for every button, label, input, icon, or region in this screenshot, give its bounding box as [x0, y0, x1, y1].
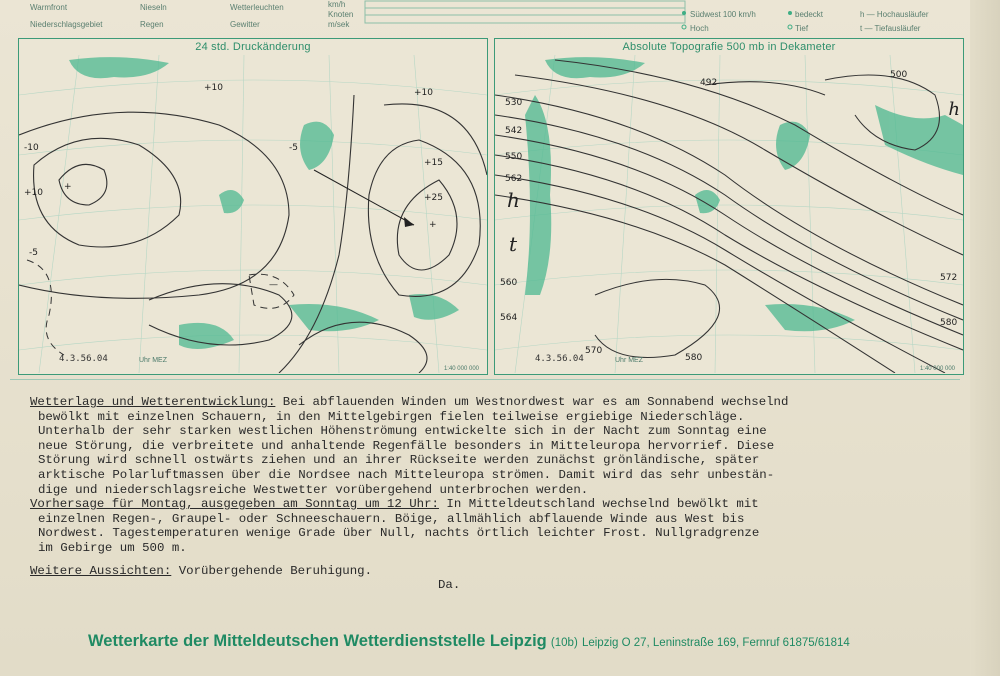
- weather-report: [30, 395, 970, 593]
- footer-title: Wetterkarte der Mitteldeutschen Wetterdienststelle Leipzig: [88, 632, 547, 650]
- topography-map-tz: Uhr MEZ: [615, 357, 643, 364]
- british-isles-landmass: [219, 190, 244, 213]
- legend-nieseln: Nieseln: [140, 3, 167, 12]
- divider-line: [10, 379, 960, 380]
- topography-chart: [495, 55, 963, 373]
- svg-text:—: —: [269, 280, 278, 290]
- legend-bedeckt: bedeckt: [795, 10, 824, 19]
- pressure-isallobars: [19, 95, 487, 373]
- report-line: dige und niederschlagsreiche Westwetter vorübergehend unterbrochen werden.: [38, 482, 589, 497]
- svg-text:550: 550: [505, 152, 523, 162]
- report-line: Unterhalb der sehr starken westlichen Höhenströmung entwickelte sich in der Nacht zum Sonntag eine: [38, 424, 767, 439]
- legend-suedwest: Südwest 100 km/h: [690, 10, 756, 19]
- topography-map-scale: 1:40 000 000: [919, 366, 955, 372]
- pressure-map-tz: Uhr MEZ: [139, 357, 167, 364]
- pressure-map-date: 4.3.56.04: [59, 354, 108, 364]
- svg-text:+: +: [429, 220, 437, 230]
- svg-text:530: 530: [505, 98, 523, 108]
- report-line: im Gebirge um 500 m.: [38, 540, 187, 555]
- topography-500mb-map: [494, 38, 964, 375]
- footer-code: (10b): [550, 637, 578, 649]
- legend-wetterleuchten: Wetterleuchten: [230, 3, 284, 12]
- topography-title: Absolute Topografie 500 mb in Dekameter: [622, 41, 836, 53]
- pressure-change-map: [18, 38, 488, 375]
- svg-text:t: t: [509, 232, 518, 256]
- svg-text:542: 542: [505, 126, 523, 136]
- report-line: [30, 564, 970, 579]
- svg-text:492: 492: [700, 78, 718, 88]
- report-line: arktische Polarluftmassen über die Nordsee nach Mitteleuropa strömen. Damit wird das sehr unbestän-: [38, 467, 775, 482]
- svg-text:h: h: [948, 99, 960, 120]
- svg-text:-5: -5: [29, 248, 38, 258]
- svg-text:500: 500: [890, 70, 908, 80]
- footer-address: Leipzig O 27, Leninstraße 169, Fernruf 61875/61814: [581, 637, 850, 649]
- scandinavia-landmass: [300, 122, 334, 170]
- svg-text:+10: +10: [414, 88, 433, 98]
- svg-text:580: 580: [685, 353, 703, 363]
- topography-contours: [495, 60, 963, 373]
- legend-regen: Regen: [140, 20, 164, 29]
- svg-text:564: 564: [500, 313, 518, 323]
- legend-msek: m/sek: [328, 20, 350, 29]
- report-line: einzelnen Regen-, Graupel- oder Schneeschauern. Böige, allmählich abflauende Winde aus West bis: [38, 511, 745, 526]
- map-legend: [30, 0, 970, 34]
- report-signature: Da.: [438, 578, 461, 593]
- topography-map-date: 4.3.56.04: [535, 354, 584, 364]
- svg-text:+: +: [64, 182, 72, 192]
- paper-edge: [970, 0, 1000, 676]
- legend-warmfront: Warmfront: [30, 3, 68, 12]
- svg-text:+10: +10: [24, 188, 43, 198]
- svg-text:562: 562: [505, 174, 523, 184]
- report-heading-wetterlage: Wetterlage und Wetterentwicklung:: [30, 395, 276, 409]
- svg-text:+25: +25: [424, 193, 443, 203]
- pressure-map-scale: 1:40 000 000: [443, 366, 479, 372]
- report-text: In Mitteldeutschland wechselnd bewölkt mit: [438, 497, 759, 512]
- legend-kmh: km/h: [328, 0, 346, 9]
- report-line: bewölkt mit einzelnen Schauern, in den Mittelgebirgen fielen teilweise ergiebige Niederschläge.: [38, 409, 745, 424]
- issuer-footer: [88, 632, 850, 651]
- legend-tief: Tief: [795, 24, 809, 33]
- report-text: Bei abflauenden Winden um Westnordwest war es am Sonnabend wechselnd: [275, 395, 789, 409]
- svg-text:580: 580: [940, 318, 958, 328]
- svg-text:-5: -5: [289, 143, 298, 153]
- svg-text:+15: +15: [424, 158, 443, 168]
- legend-niederschlag: Niederschlagsgebiet: [30, 20, 103, 29]
- svg-text:h: h: [507, 188, 520, 212]
- greenland-landmass: [69, 57, 169, 78]
- legend-hoch: Hoch: [690, 24, 709, 33]
- pressure-change-chart: [19, 55, 487, 373]
- legend-knoten: Knoten: [328, 10, 354, 19]
- svg-text:560: 560: [500, 278, 518, 288]
- pressure-change-title: 24 std. Druckänderung: [195, 41, 311, 53]
- report-line: [30, 497, 970, 512]
- svg-text:+10: +10: [204, 83, 223, 93]
- svg-text:570: 570: [585, 346, 603, 356]
- svg-text:-10: -10: [24, 143, 39, 153]
- report-heading-vorhersage: Vorhersage für Montag, ausgegeben am Sonntag um 12 Uhr:: [30, 497, 439, 512]
- legend-graphics: [30, 0, 970, 34]
- report-text: Vorübergehende Beruhigung.: [171, 563, 373, 578]
- legend-tiefauslaeufer: t — Tiefausläufer: [860, 24, 921, 33]
- svg-text:572: 572: [940, 273, 958, 283]
- report-line: Störung wird schnell ostwärts ziehen und an ihrer Rückseite werden zunächst grönländische, später: [38, 453, 760, 468]
- legend-hochauslaeufer: h — Hochausläufer: [860, 10, 929, 19]
- balkans-landmass: [409, 294, 459, 320]
- legend-gewitter: Gewitter: [230, 20, 260, 29]
- report-line: neue Störung, die verbreitete und anhaltende Regenfälle besonders in Mitteleuropa hervorrief. Diese: [38, 438, 775, 453]
- alps-landmass: [289, 304, 379, 331]
- report-line: [30, 395, 970, 410]
- report-line: Nordwest. Tagestemperaturen wenige Grade über Null, nachts örtlich leichter Frost. Nullgradgrenze: [38, 526, 760, 541]
- report-heading-aussichten: Weitere Aussichten:: [30, 563, 172, 578]
